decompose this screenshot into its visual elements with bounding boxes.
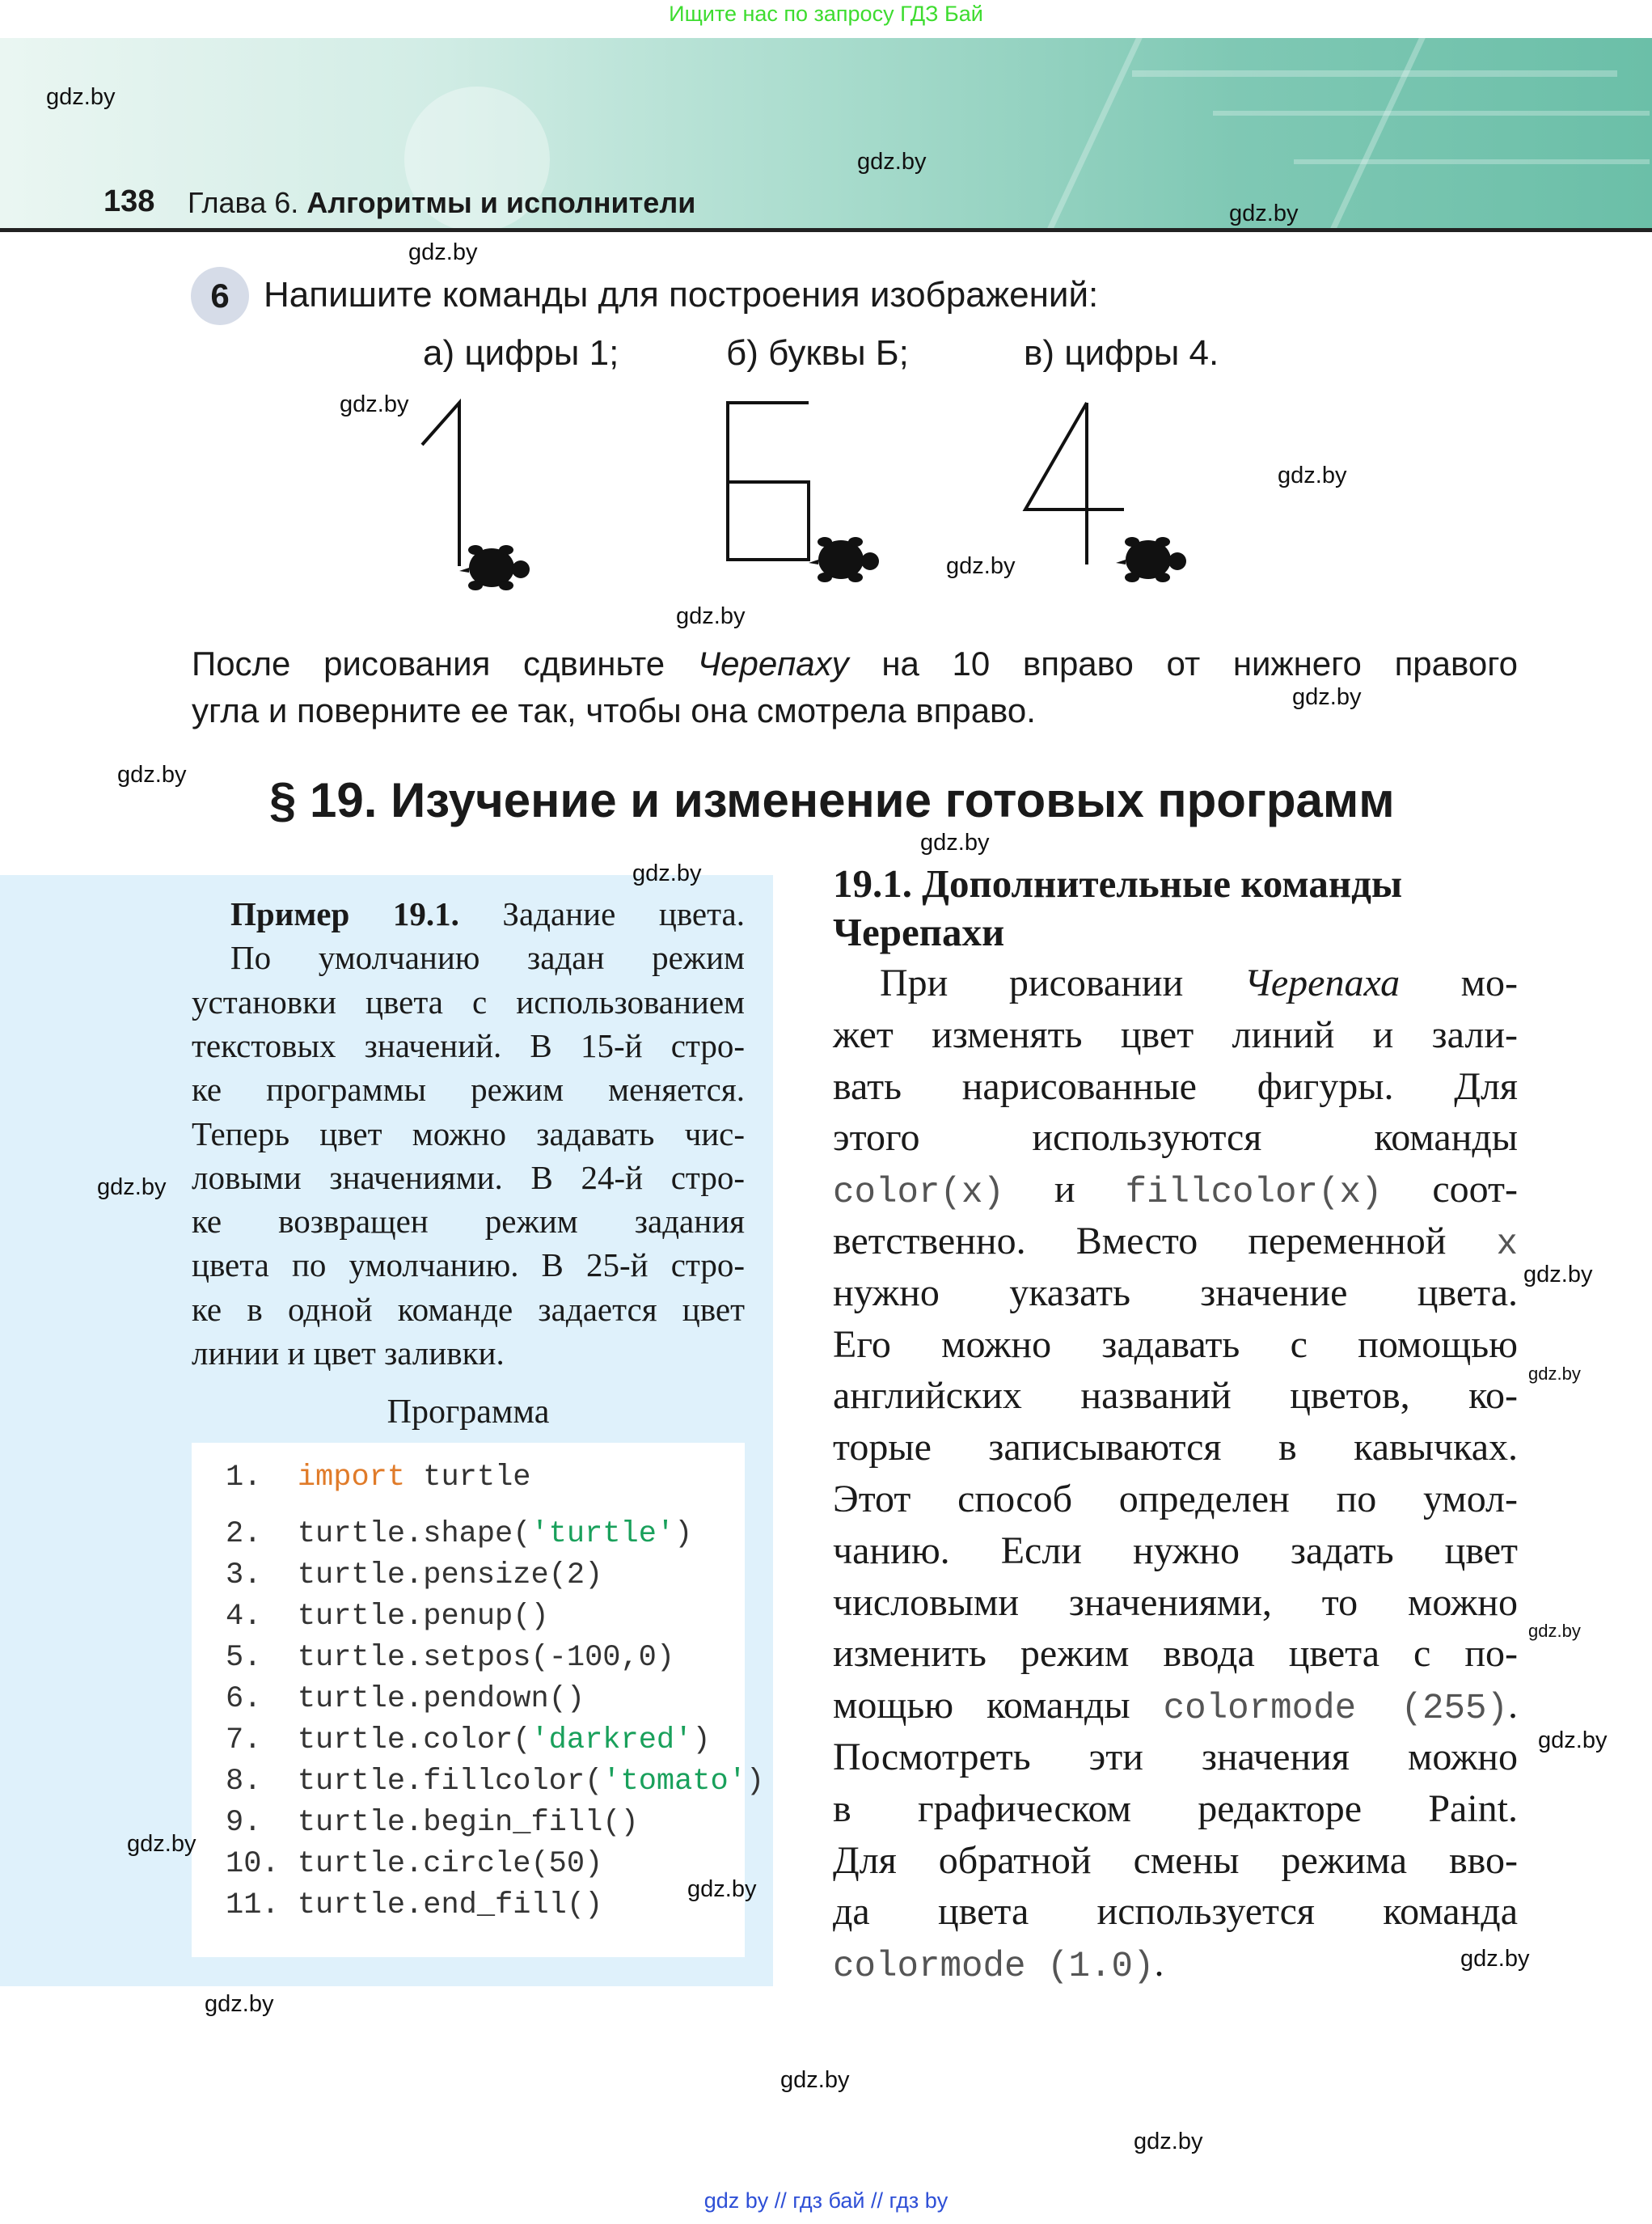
text-line xyxy=(192,1114,745,1153)
watermark: gdz.by xyxy=(632,860,702,886)
text-segment: 2. turtle.shape( xyxy=(226,1517,531,1551)
text-segment: Его можно задавать с помощью xyxy=(833,1322,1518,1366)
text-line xyxy=(833,1477,1518,1521)
text-line xyxy=(833,1941,1164,1987)
code-line xyxy=(226,1461,531,1495)
text-segment: 4. turtle.penup() xyxy=(226,1600,549,1634)
text-segment: Пример 19.1. xyxy=(230,895,459,932)
text-segment: x xyxy=(1496,1224,1518,1265)
task-number-badge: 6 xyxy=(191,267,249,325)
text-line xyxy=(833,1219,1518,1265)
text-line xyxy=(192,1026,745,1065)
text-segment: 1. xyxy=(226,1461,298,1495)
text-segment: color(x) xyxy=(833,1173,1004,1214)
text-segment: 3. turtle.pensize(2) xyxy=(226,1558,603,1592)
text-segment: Этот способ определен по умол- xyxy=(833,1478,1518,1520)
code-listing xyxy=(192,1443,765,1957)
text-segment: ) xyxy=(692,1723,711,1757)
text-segment: ке программы режим меняется. xyxy=(192,1071,745,1109)
code-line xyxy=(226,1847,602,1881)
text-line xyxy=(192,1070,745,1109)
code-line xyxy=(226,1600,549,1634)
text-line xyxy=(192,1158,745,1197)
code-line xyxy=(226,1682,585,1716)
footer-links[interactable]: gdz by // гдз бай // гдз by xyxy=(703,2188,949,2213)
watermark: gdz.by xyxy=(1538,1727,1608,1753)
text-segment: угла и поверните ее так, чтобы она смотрела вправо. xyxy=(192,691,1036,729)
text-line xyxy=(833,1889,1518,1934)
text-line xyxy=(192,983,745,1021)
text-segment: жет изменять цвет линий и зали- xyxy=(833,1013,1518,1056)
digit-four-figure xyxy=(1025,403,1186,582)
text-segment: Для обратной смены режима вво- xyxy=(833,1838,1518,1882)
text-segment: Теперь цвет можно задавать чис- xyxy=(192,1114,745,1152)
text-segment: Черепаха xyxy=(1244,962,1401,1004)
text-segment: 'turtle' xyxy=(530,1517,675,1551)
text-segment: 7. turtle.color( xyxy=(226,1723,531,1757)
code-line xyxy=(226,1888,602,1922)
watermark: gdz.by xyxy=(1292,684,1362,710)
subsection-title-line: 19.1. Дополнительные команды xyxy=(833,861,1403,906)
text-segment: ветственно. Вместо переменной xyxy=(833,1220,1497,1262)
text-segment: После рисования сдвиньте xyxy=(192,645,698,683)
text-line xyxy=(192,1202,745,1241)
text-segment: мощью команды xyxy=(833,1684,1164,1727)
top-note: Ищите нас по запросу ГДЗ Бай xyxy=(669,2,983,26)
text-line xyxy=(833,1373,1518,1418)
task-note-line xyxy=(192,641,1518,687)
text-segment: ке возвращен режим задания xyxy=(192,1203,745,1241)
watermark: gdz.by xyxy=(1460,1946,1530,1972)
text-segment: английских названий цветов, ко- xyxy=(833,1374,1518,1418)
code-line xyxy=(226,1641,674,1675)
text-segment: на 10 вправо от нижнего правого xyxy=(848,645,1518,683)
text-segment: . xyxy=(1508,1684,1518,1727)
text-segment: нужно указать значение цвета. xyxy=(833,1271,1518,1314)
task-item-c: в) цифры 4. xyxy=(1024,333,1219,373)
watermark: gdz.by xyxy=(1528,1621,1581,1641)
text-segment: изменить режим ввода цвета с по- xyxy=(833,1632,1518,1676)
text-line xyxy=(833,1786,1518,1831)
text-segment: 6. turtle.pendown() xyxy=(226,1682,585,1716)
text-line xyxy=(192,1334,505,1372)
text-segment: ловыми значениями. В 24-й стро- xyxy=(192,1158,745,1196)
text-segment: ) xyxy=(746,1765,765,1799)
task-text: Напишите команды для построения изображений: xyxy=(264,275,1099,315)
text-line xyxy=(192,1290,745,1329)
task-item-b: б) буквы Б; xyxy=(726,333,909,373)
digit-one-figure xyxy=(422,403,530,590)
chapter-name: Алгоритмы и исполнители xyxy=(306,186,696,219)
watermark: gdz.by xyxy=(1528,1364,1581,1384)
text-segment: colormode (255) xyxy=(1163,1689,1508,1730)
task-item-a: а) цифры 1; xyxy=(423,333,619,373)
text-segment: fillcolor(x) xyxy=(1125,1173,1383,1214)
text-segment: линии и цвет заливки. xyxy=(192,1334,505,1372)
code-line xyxy=(226,1806,639,1840)
text-line xyxy=(833,1735,1518,1779)
text-segment: Черепаху xyxy=(697,645,849,683)
chapter-prefix: Глава 6. xyxy=(188,186,299,219)
section-title: § 19. Изучение и изменение готовых программ xyxy=(269,773,1395,827)
subsection-title xyxy=(833,860,1402,957)
text-segment: этого используются команды xyxy=(833,1116,1518,1160)
text-line xyxy=(833,1064,1518,1109)
text-segment: Задание цвета. xyxy=(458,895,745,932)
text-line xyxy=(192,938,745,977)
watermark: gdz.by xyxy=(857,149,927,175)
text-segment: соот- xyxy=(1382,1168,1518,1211)
text-line xyxy=(833,1683,1518,1729)
text-line xyxy=(833,1322,1518,1367)
code-line xyxy=(226,1765,764,1799)
text-segment: числовыми значениями, то можно xyxy=(833,1580,1518,1624)
text-line xyxy=(192,1245,745,1284)
turtle-figures xyxy=(0,388,1652,607)
text-segment: 5. turtle.setpos(-100,0) xyxy=(226,1641,675,1675)
watermark: gdz.by xyxy=(127,1831,196,1857)
task-note-line xyxy=(192,687,1036,734)
program-title: Программа xyxy=(387,1393,550,1431)
subsection-title-line: Черепахи xyxy=(833,910,1005,954)
text-segment: При рисовании xyxy=(880,962,1244,1004)
watermark: gdz.by xyxy=(676,603,746,629)
watermark: gdz.by xyxy=(687,1876,757,1902)
text-segment: turtle xyxy=(405,1461,531,1495)
watermark: gdz.by xyxy=(1134,2129,1203,2154)
text-line xyxy=(833,1838,1518,1883)
text-segment: import xyxy=(297,1461,406,1495)
text-segment: 11. turtle.end_fill() xyxy=(226,1888,603,1922)
text-line xyxy=(192,894,745,933)
text-segment: ке в одной команде задается цвет xyxy=(192,1290,745,1328)
letter-be-figure xyxy=(728,403,879,582)
text-segment: colormode (1.0) xyxy=(833,1947,1155,1988)
page-number: 138 xyxy=(104,184,155,218)
watermark: gdz.by xyxy=(205,1991,274,2017)
watermark: gdz.by xyxy=(780,2067,850,2093)
text-segment: 8. turtle.fillcolor( xyxy=(226,1765,603,1799)
text-line xyxy=(833,1013,1518,1057)
chapter-title xyxy=(188,186,695,220)
text-segment: 'tomato' xyxy=(602,1765,746,1799)
watermark: gdz.by xyxy=(97,1174,167,1200)
watermark: gdz.by xyxy=(1523,1262,1593,1287)
watermark: gdz.by xyxy=(1278,463,1347,488)
text-segment: цвета по умолчанию. В 25-й стро- xyxy=(192,1246,745,1284)
watermark: gdz.by xyxy=(946,553,1016,579)
text-segment: . xyxy=(1154,1942,1164,1985)
text-segment: и xyxy=(1004,1168,1126,1211)
watermark: gdz.by xyxy=(117,762,187,788)
text-segment: 'darkred' xyxy=(530,1723,693,1757)
text-segment: По умолчанию задан режим xyxy=(230,939,745,977)
text-segment: текстовых значений. В 15-й стро- xyxy=(192,1026,745,1064)
text-segment: 10. turtle.circle(50) xyxy=(226,1847,603,1881)
text-line xyxy=(833,1425,1518,1469)
text-line xyxy=(833,1631,1518,1676)
text-line xyxy=(833,1167,1518,1213)
text-segment: в графическом редакторе Paint. xyxy=(833,1786,1518,1830)
text-segment: ) xyxy=(674,1517,693,1551)
watermark: gdz.by xyxy=(1229,201,1299,226)
text-line xyxy=(833,1580,1518,1625)
text-segment: вать нарисованные фигуры. Для xyxy=(833,1064,1518,1108)
text-segment: Посмотреть эти значения можно xyxy=(833,1736,1518,1778)
watermark: gdz.by xyxy=(340,391,409,417)
watermark: gdz.by xyxy=(46,84,116,110)
text-segment: установки цвета с использованием xyxy=(192,983,745,1021)
code-line xyxy=(226,1723,711,1757)
text-segment: 9. turtle.begin_fill() xyxy=(226,1806,639,1840)
code-line xyxy=(226,1517,692,1551)
text-line xyxy=(833,1528,1518,1573)
text-segment: мо- xyxy=(1400,962,1518,1004)
text-line xyxy=(833,1115,1518,1160)
text-segment: торые записываются в кавычках. xyxy=(833,1426,1518,1469)
text-segment: да цвета используется команда xyxy=(833,1890,1518,1934)
code-line xyxy=(226,1558,602,1592)
watermark: gdz.by xyxy=(920,830,990,856)
text-line xyxy=(833,1271,1518,1315)
watermark: gdz.by xyxy=(408,239,478,265)
text-segment: чанию. Если нужно задать цвет xyxy=(833,1528,1518,1572)
text-line xyxy=(833,961,1518,1005)
